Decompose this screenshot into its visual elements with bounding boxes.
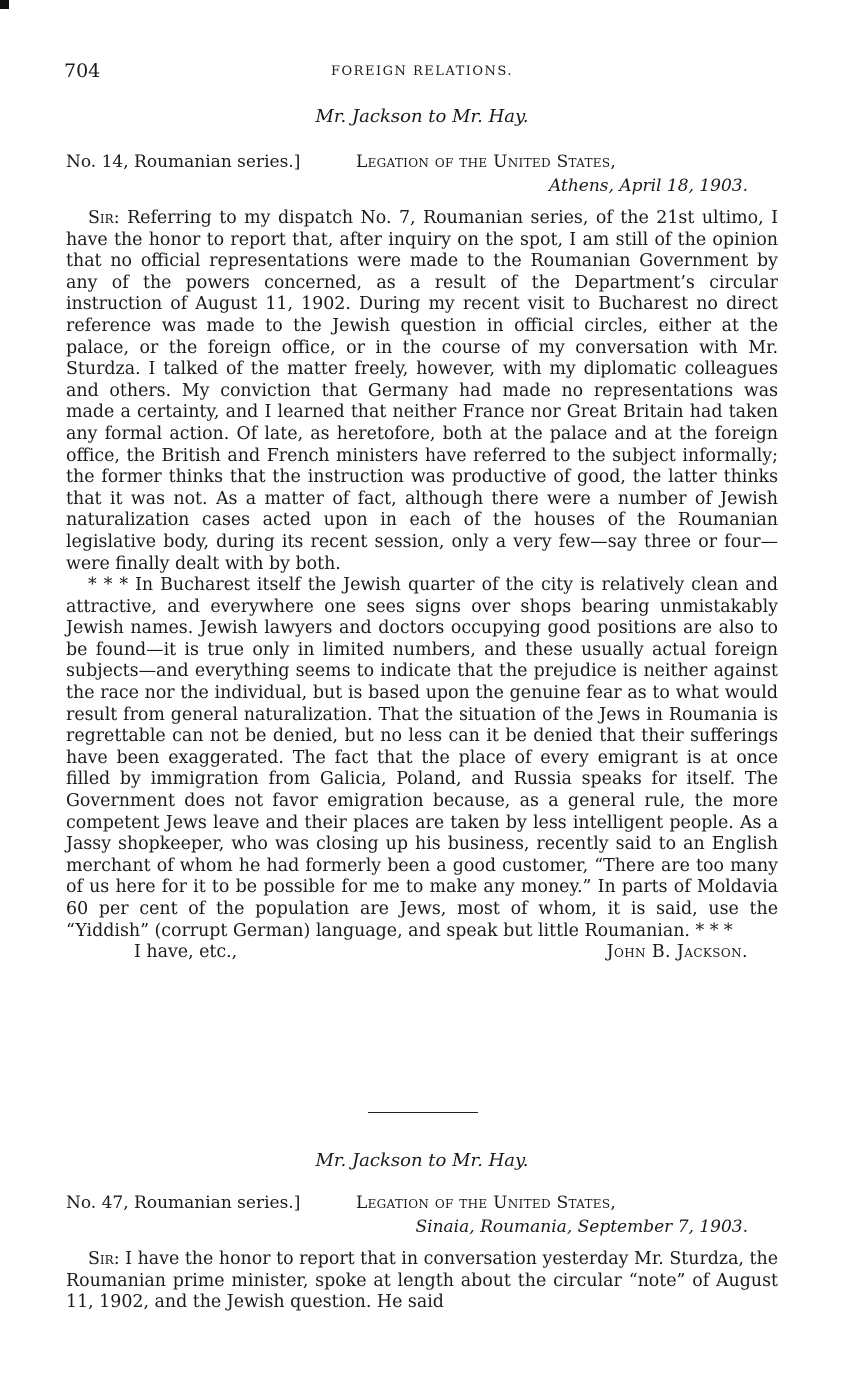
paragraph-text: Referring to my dispatch No. 7, Roumanian series, of the 21st ultimo, I have the honor to report that, after inquiry on the spot, I am still of the opinion that no official representations were made to the Roumanian Government by any of the powers concerned, as a result of the Department’s circular instruction of August 11, 1902. During my recent visit to Bucharest no direct reference was made to the Jewish question in official circles, either at the palace, or the foreign office, or in the course of my conversation with Mr. Sturdza. I talked of the matter freely, however, with my diplomatic colleagues and others. My conviction that Germany had made no representations was made a certainty, and I learned that neither France nor Great Britain had taken any formal action. Of late, as heretofore, both at the palace and at the foreign office, the British and French ministers have referred to the subject informally; the former thinks that the instruction was productive of good, the latter thinks that it was not. As a matter of fact, although there were a number of Jewish naturalization cases acted upon in each of the houses of the Roumanian legislative body, during its recent session, only a very few—say three or four—were finally dealt with by both.	[66, 208, 779, 574]
paragraph-text: I have the honor to report that in conversation yesterday Mr. Sturdza, the Roumanian prime minister, spoke at length about the circular “note” of August 11, 1902, and the Jewish question. He said	[66, 1249, 779, 1313]
dateline	[66, 152, 778, 176]
letter-title: Mr. Jackson to Mr. Hay.	[315, 1150, 529, 1171]
closing-row	[66, 942, 778, 964]
page-header	[64, 60, 780, 90]
legation-heading: Legation of the United States,	[356, 1193, 617, 1213]
salutation: Sir:	[88, 1249, 120, 1269]
letter-title: Mr. Jackson to Mr. Hay.	[315, 106, 529, 127]
dateline	[66, 1193, 778, 1217]
series-number: No. 14, Roumanian series.]	[66, 152, 301, 172]
place-date-row	[66, 176, 778, 200]
place-date: Sinaia, Roumania, September 7, 1903.	[415, 1217, 748, 1237]
page-number: 704	[64, 60, 101, 82]
scan-corner-mark	[0, 0, 9, 9]
closing-formula: I have, etc.,	[134, 942, 238, 963]
signature: John B. Jackson.	[606, 942, 748, 963]
place-date-row	[66, 1217, 778, 1241]
legation-heading: Legation of the United States,	[356, 152, 617, 172]
section-divider	[368, 1112, 478, 1113]
series-number: No. 47, Roumanian series.]	[66, 1193, 301, 1213]
letter-paragraph: * * * In Bucharest itself the Jewish quarter of the city is relatively clean and attractive, and everywhere one sees signs over shops bearing unmistakably Jewish names. Jewish lawyers and doctors occupying good positions are also to be found—it is true only in limited numbers, and these usually actual foreign subjects—and everything seems to indicate that the prejudice is neither against the race nor the individual, but is based upon the genuine fear as to what would result from general naturalization. That the situation of the Jews in Roumania is regrettable can not be denied, but no less can it be denied that their sufferings have been exaggerated. The fact that the place of every emigrant is at once filled by immigration from Galicia, Poland, and Russia speaks for itself. The Government does not favor emigration because, as a general rule, the more competent Jews leave and their places are taken by less intelligent people. As a Jassy shopkeeper, who was closing up his business, recently said to an English merchant of whom he had formerly been a good customer, “There are too many of us here for it to be possible for me to make any money.” In parts of Moldavia 60 per cent of the population are Jews, most of whom, it is said, use the “Yiddish” (corrupt German) language, and speak but little Roumanian. * * *	[66, 575, 778, 941]
salutation: Sir:	[88, 208, 120, 228]
running-head: FOREIGN RELATIONS.	[331, 64, 513, 79]
letter-1	[66, 106, 778, 964]
place-date: Athens, April 18, 1903.	[549, 176, 748, 196]
letter-paragraph	[66, 1249, 778, 1314]
letter-2	[66, 1150, 778, 1314]
letter-paragraph	[66, 208, 778, 575]
